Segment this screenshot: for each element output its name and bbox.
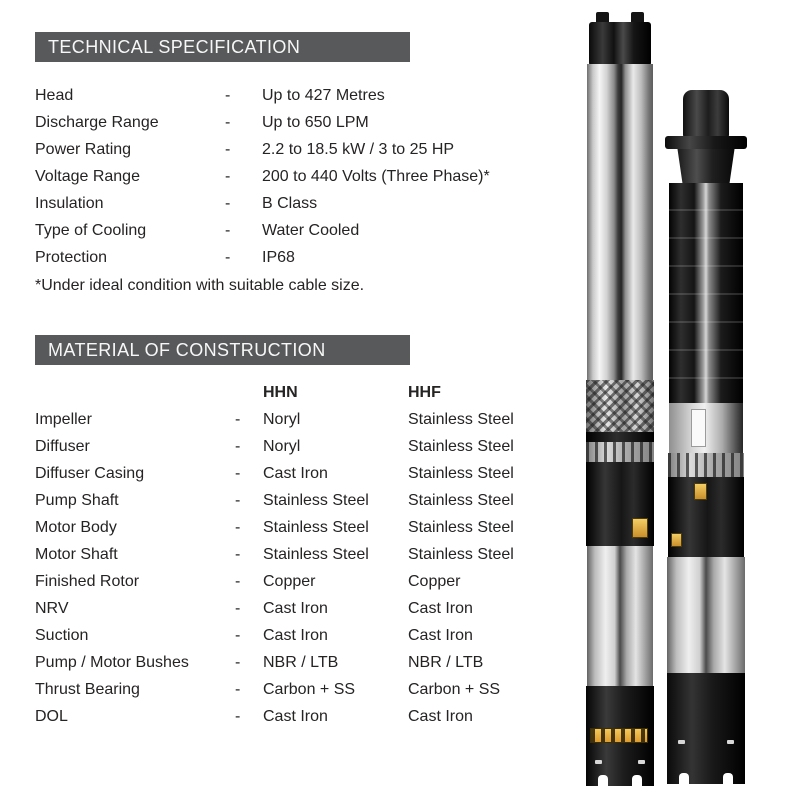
material-hhf-value: Stainless Steel <box>408 437 514 455</box>
yellow-rating-label <box>671 533 682 547</box>
material-label: Diffuser <box>35 437 90 455</box>
spec-label: Voltage Range <box>35 167 140 185</box>
pump-suction-strainer <box>586 380 654 432</box>
base-slot <box>727 740 734 744</box>
spec-dash: - <box>225 167 231 185</box>
technical-specification-table <box>35 82 555 271</box>
pump-motor-body <box>667 557 745 673</box>
pump-lug-icon <box>631 12 644 22</box>
material-row <box>35 595 575 622</box>
pump-photo-dark <box>662 90 750 788</box>
material-hhf-value: Carbon + SS <box>408 680 501 698</box>
material-hhn-value: Copper <box>263 572 316 590</box>
pump-photo-stainless <box>578 12 662 788</box>
material-label: Pump Shaft <box>35 491 119 509</box>
material-label: NRV <box>35 599 69 617</box>
material-row <box>35 541 575 568</box>
material-column-headers <box>35 379 575 406</box>
material-dash: - <box>235 707 241 725</box>
spec-row <box>35 82 555 109</box>
column-header-hhf: HHF <box>408 383 441 401</box>
material-hhn-value: Carbon + SS <box>263 680 356 698</box>
pump-motor-body <box>587 546 653 686</box>
pump-top-flange <box>665 136 747 149</box>
spec-dash: - <box>225 113 231 131</box>
material-hhf-value: Stainless Steel <box>408 518 514 536</box>
pump-nameplate-band <box>586 442 654 462</box>
material-label: Motor Shaft <box>35 545 118 563</box>
material-row <box>35 649 575 676</box>
material-label: Suction <box>35 626 89 644</box>
pump-lug-icon <box>596 12 609 22</box>
material-row <box>35 406 575 433</box>
material-hhf-value: Cast Iron <box>408 707 473 725</box>
spec-dash: - <box>225 194 231 212</box>
material-hhn-value: Stainless Steel <box>263 491 369 509</box>
cable-size-footnote: *Under ideal condition with suitable cable size. <box>35 277 365 294</box>
spec-row <box>35 217 555 244</box>
pump-motor-base <box>667 673 745 784</box>
spec-row <box>35 109 555 136</box>
material-row <box>35 433 575 460</box>
yellow-rating-label <box>632 518 648 538</box>
pump-valve-collar <box>675 149 737 183</box>
spec-dash: - <box>225 221 231 239</box>
material-row <box>35 460 575 487</box>
base-slot <box>678 740 685 744</box>
pump-nrv-section <box>586 462 654 546</box>
spec-label: Discharge Range <box>35 113 159 131</box>
material-dash: - <box>235 680 241 698</box>
pump-upper-casing <box>587 64 653 380</box>
spec-value: B Class <box>262 194 318 212</box>
material-row <box>35 487 575 514</box>
spec-value: Up to 427 Metres <box>262 86 385 104</box>
material-of-construction-header: MATERIAL OF CONSTRUCTION <box>35 335 410 365</box>
technical-specification-header: TECHNICAL SPECIFICATION <box>35 32 410 62</box>
material-hhf-value: Cast Iron <box>408 626 473 644</box>
spec-label: Head <box>35 86 74 104</box>
base-foot-notch <box>598 775 608 787</box>
yellow-rating-label <box>694 483 707 500</box>
material-label: DOL <box>35 707 68 725</box>
pump-upper-shroud <box>669 183 743 403</box>
material-hhf-value: Stainless Steel <box>408 545 514 563</box>
material-hhn-value: Stainless Steel <box>263 545 369 563</box>
base-slot <box>595 760 602 764</box>
column-header-hhn: HHN <box>263 383 298 401</box>
spec-row <box>35 163 555 190</box>
material-dash: - <box>235 410 241 428</box>
material-row <box>35 676 575 703</box>
base-foot-notch <box>723 773 733 785</box>
material-row <box>35 703 575 730</box>
material-hhn-value: Stainless Steel <box>263 518 369 536</box>
material-dash: - <box>235 437 241 455</box>
material-dash: - <box>235 572 241 590</box>
material-label: Impeller <box>35 410 92 428</box>
spec-label: Protection <box>35 248 108 266</box>
material-dash: - <box>235 653 241 671</box>
spec-dash: - <box>225 248 231 266</box>
material-dash: - <box>235 518 241 536</box>
spec-value: 200 to 440 Volts (Three Phase)* <box>262 167 490 185</box>
spec-value: Water Cooled <box>262 221 360 239</box>
pump-nameplate-band <box>668 453 744 477</box>
spec-label: Type of Cooling <box>35 221 147 239</box>
spec-row <box>35 136 555 163</box>
pump-motor-base <box>586 686 654 786</box>
pump-coupling-ring <box>586 432 654 442</box>
spec-row <box>35 244 555 271</box>
base-slot <box>638 760 645 764</box>
spec-row <box>35 190 555 217</box>
spec-dash: - <box>225 140 231 158</box>
material-row <box>35 622 575 649</box>
material-hhf-value: Stainless Steel <box>408 491 514 509</box>
material-hhn-value: NBR / LTB <box>263 653 339 671</box>
material-dash: - <box>235 464 241 482</box>
pump-top-cap <box>683 90 729 138</box>
spec-label: Power Rating <box>35 140 132 158</box>
material-label: Motor Body <box>35 518 117 536</box>
pump-nrv-section <box>668 477 744 557</box>
material-hhn-value: Noryl <box>263 437 301 455</box>
material-label: Thrust Bearing <box>35 680 140 698</box>
material-hhf-value: Stainless Steel <box>408 410 514 428</box>
pump-mid-casing <box>669 403 743 453</box>
spec-value: 2.2 to 18.5 kW / 3 to 25 HP <box>262 140 455 158</box>
spec-value: IP68 <box>262 248 295 266</box>
material-hhn-value: Cast Iron <box>263 599 328 617</box>
base-foot-notch <box>679 773 689 785</box>
spec-label: Insulation <box>35 194 104 212</box>
material-hhf-value: NBR / LTB <box>408 653 484 671</box>
material-hhf-value: Copper <box>408 572 461 590</box>
material-hhn-value: Cast Iron <box>263 464 328 482</box>
spec-value: Up to 650 LPM <box>262 113 369 131</box>
material-hhf-value: Cast Iron <box>408 599 473 617</box>
material-hhn-value: Noryl <box>263 410 301 428</box>
material-hhn-value: Cast Iron <box>263 707 328 725</box>
material-row <box>35 568 575 595</box>
spec-dash: - <box>225 86 231 104</box>
material-dash: - <box>235 626 241 644</box>
material-of-construction-table <box>35 379 575 730</box>
casing-window <box>691 409 706 447</box>
material-label: Diffuser Casing <box>35 464 145 482</box>
material-label: Finished Rotor <box>35 572 140 590</box>
material-dash: - <box>235 491 241 509</box>
material-dash: - <box>235 599 241 617</box>
pump-discharge-bracket <box>589 22 651 66</box>
material-hhf-value: Stainless Steel <box>408 464 514 482</box>
material-hhn-value: Cast Iron <box>263 626 328 644</box>
material-dash: - <box>235 545 241 563</box>
material-row <box>35 514 575 541</box>
base-foot-notch <box>632 775 642 787</box>
pump-top-lugs <box>589 12 651 22</box>
yellow-warning-strip <box>590 728 648 743</box>
material-label: Pump / Motor Bushes <box>35 653 189 671</box>
